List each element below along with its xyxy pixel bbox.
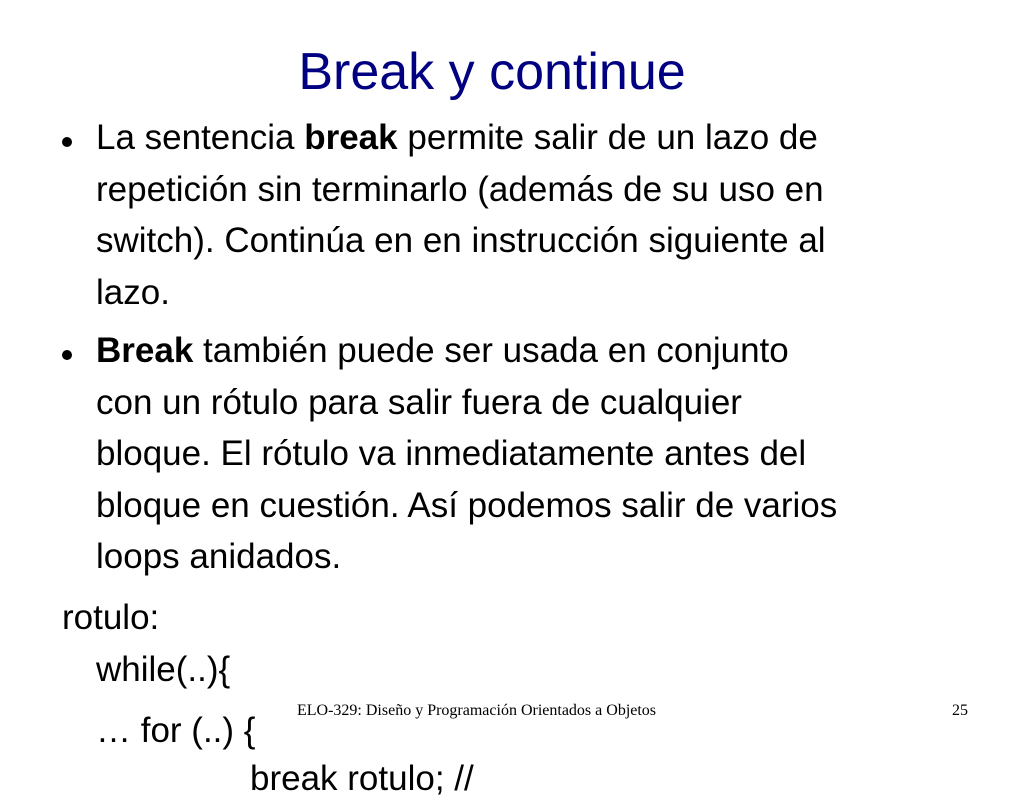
paragraph-line: bloque. El rótulo va inmediatamente antes del [96, 434, 807, 474]
bullet-point-icon [62, 350, 72, 360]
footer-page-number: 25 [952, 702, 968, 719]
bullet-paragraph-break-label [96, 325, 996, 583]
paragraph-line [96, 112, 996, 164]
keyword-break: break [304, 118, 398, 157]
slide-title: Break y continue [298, 43, 686, 101]
paragraph-line: loops anidados. [96, 537, 342, 577]
paragraph-line: bloque en cuestión. Así podemos salir de varios [96, 485, 838, 525]
text-run: permite salir de un lazo de [397, 118, 818, 157]
code-for-line: … for (..) { [96, 711, 256, 750]
code-while-line: while(..){ [96, 650, 231, 689]
footer-course-title: ELO-329: Diseño y Programación Orientados a Objetos [297, 702, 657, 719]
keyword-break: Break [96, 331, 194, 370]
paragraph-line [96, 325, 996, 377]
code-break-line: break rotulo; // [250, 759, 474, 798]
paragraph-line: repetición sin terminarlo (además de su uso en [96, 169, 824, 209]
paragraph-line: con un rótulo para salir fuera de cualquier [96, 382, 742, 422]
paragraph-line: lazo. [96, 272, 170, 312]
paragraph-line: switch). Continúa en en instrucción siguiente al [96, 221, 826, 261]
text-run: también puede ser usada en conjunto [193, 331, 789, 370]
bullet-paragraph-break [96, 112, 996, 318]
bullet-point-icon [62, 137, 72, 147]
text-run: La sentencia [96, 118, 305, 157]
code-label-line: rotulo: [62, 598, 160, 637]
